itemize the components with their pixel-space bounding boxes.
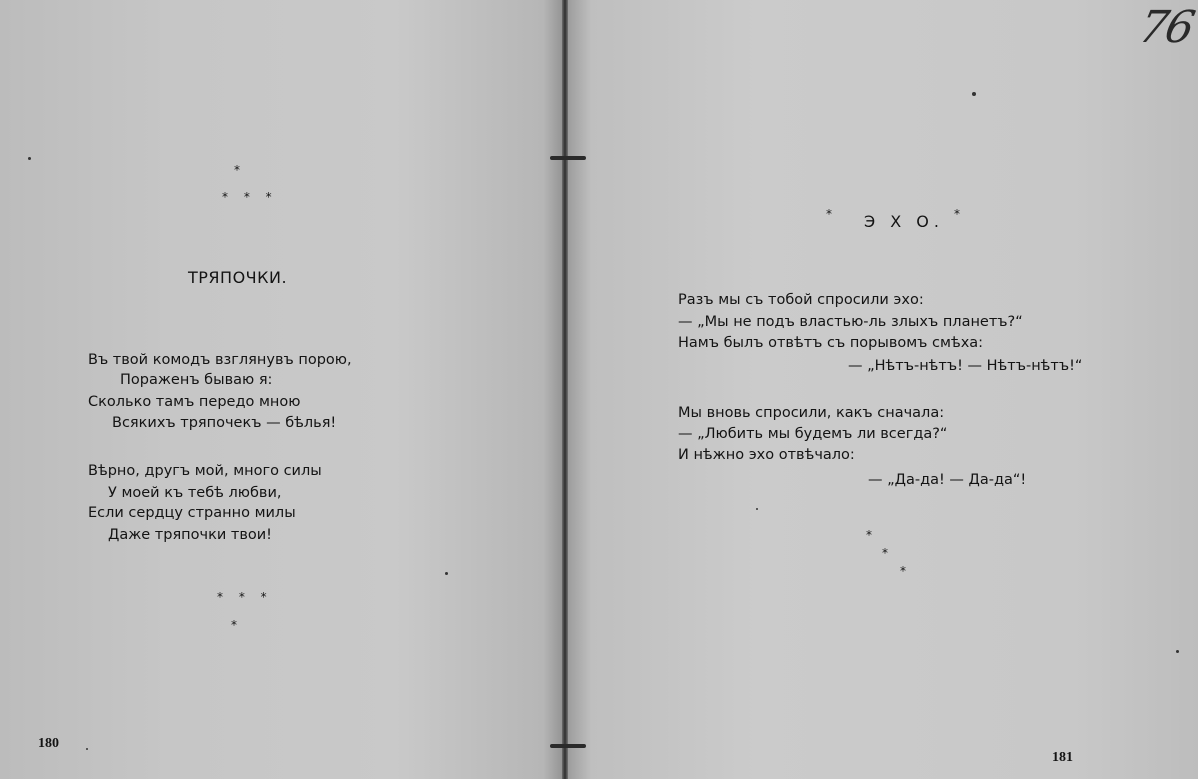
verse-line: — „Любить мы будемъ ли всегда?“ bbox=[678, 426, 948, 442]
verse-line: Вѣрно, другъ мой, много силы bbox=[88, 463, 322, 479]
verse-line: Намъ былъ отвѣтъ съ порывомъ смѣха: bbox=[678, 335, 984, 351]
left-page bbox=[0, 0, 566, 779]
paper-speck bbox=[86, 748, 88, 750]
verse-line: Пораженъ бываю я: bbox=[120, 372, 273, 388]
right-page bbox=[566, 0, 1198, 779]
title-star: * bbox=[826, 207, 838, 221]
ornament-bottom-stars: * * * bbox=[217, 590, 273, 604]
page-number: 180 bbox=[38, 736, 59, 751]
verse-line: Мы вновь спросили, какъ сначала: bbox=[678, 405, 945, 421]
handwritten-archive-number: 76 bbox=[1134, 2, 1198, 53]
verse-line: — „Нѣтъ-нѣтъ! — Нѣтъ-нѣтъ!“ bbox=[848, 358, 1083, 374]
paper-speck bbox=[1176, 650, 1179, 653]
paper-speck bbox=[972, 92, 976, 96]
ornament-top-star: * bbox=[234, 163, 246, 177]
book-spine bbox=[562, 0, 568, 779]
verse-line: У моей къ тебѣ любви, bbox=[108, 485, 282, 501]
poem-title: ТРЯПОЧКИ. bbox=[188, 268, 288, 287]
verse-line: Разъ мы съ тобой спросили эхо: bbox=[678, 292, 924, 308]
title-star: * bbox=[954, 207, 966, 221]
paper-speck bbox=[28, 157, 31, 160]
verse-line: Всякихъ тряпочекъ — бѣлья! bbox=[112, 415, 337, 431]
ornament-top-stars: * * * bbox=[222, 190, 278, 204]
verse-line: И нѣжно эхо отвѣчало: bbox=[678, 447, 855, 463]
verse-line: Если сердцу странно милы bbox=[88, 505, 296, 521]
bleed-through-text bbox=[185, 318, 189, 334]
binding-stitch bbox=[550, 156, 586, 160]
ornament-bottom-star: * bbox=[231, 618, 243, 632]
paper-speck bbox=[756, 508, 758, 510]
paper-speck bbox=[445, 572, 448, 575]
verse-line: — „Мы не подъ властью-ль злыхъ планетъ?“ bbox=[678, 314, 1023, 330]
verse-line: Даже тряпочки твои! bbox=[108, 527, 272, 543]
binding-stitch bbox=[550, 744, 586, 748]
ornament-star: * bbox=[900, 564, 912, 578]
page-number: 181 bbox=[1052, 750, 1073, 765]
ornament-star: * bbox=[866, 528, 878, 542]
poem-title: Э Х О. bbox=[864, 212, 944, 231]
verse-line: Сколько тамъ передо мною bbox=[88, 394, 301, 410]
verse-line: Въ твой комодъ взглянувъ порою, bbox=[88, 352, 352, 368]
ornament-star: * bbox=[882, 546, 894, 560]
verse-line: — „Да-да! — Да-да“! bbox=[868, 472, 1027, 488]
